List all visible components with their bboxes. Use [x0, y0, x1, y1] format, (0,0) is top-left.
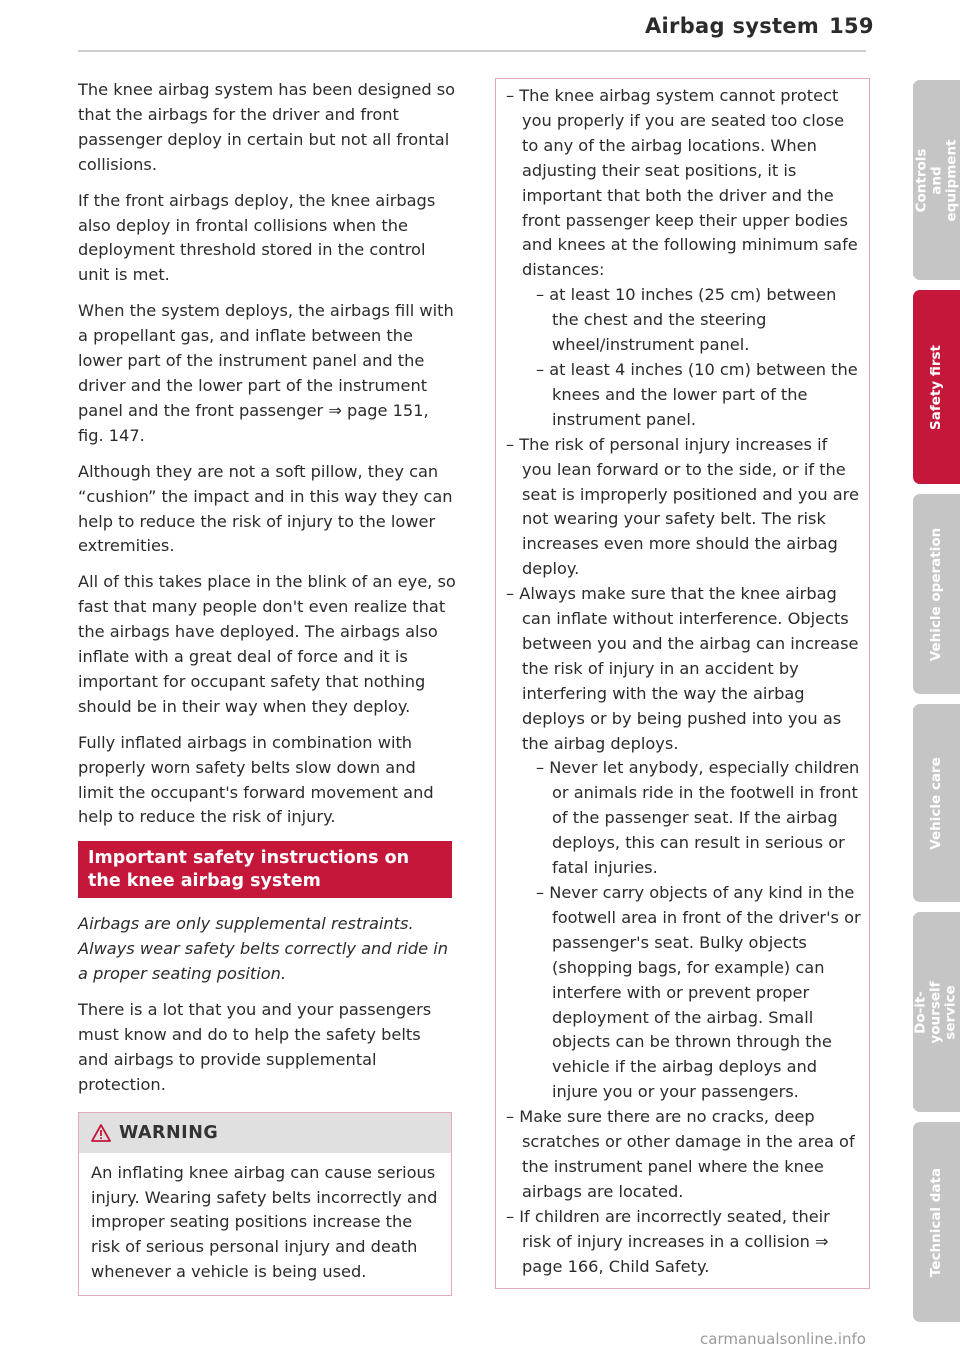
- tab-technical-data[interactable]: [913, 1122, 960, 1322]
- list-item: – The knee airbag system cannot protect you properly if you are seated too close to any of the airbag locations. When adjusting their seat positions, it is important that both the driver and the front passenger keep their upper bodies and knees at the following minimum safe distances:: [506, 86, 858, 280]
- tab-vehicle-operation[interactable]: [913, 494, 960, 694]
- tab-label: Do-it-yourself service: [913, 980, 959, 1044]
- tab-label: Vehicle care: [928, 756, 944, 850]
- section-heading: Important safety instructions on the knee airbag system: [78, 841, 452, 898]
- list-item: – The risk of personal injury increases if you lean forward or to the side, or if the seat is improperly positioned and you are not wearing your safety belt. The risk increases even more should the airbag deploy.: [506, 434, 859, 579]
- left-column: [78, 78, 456, 1296]
- warning-title: WARNING: [119, 1122, 219, 1143]
- list-item: – Never let anybody, especially children or animals ride in the footwell in front of the passenger seat. If the airbag deploys, this can result in serious or fatal injuries.: [536, 758, 860, 878]
- paragraph: If the front airbags deploy, the knee airbags also deploy in frontal collisions when the deployment threshold stored in the control unit is met.: [78, 190, 436, 285]
- paragraph: Fully inflated airbags in combination with properly worn safety belts slow down and limit the occupant's forward movement and help to reduce the risk of injury.: [78, 732, 434, 827]
- header-divider: [78, 50, 866, 52]
- tab-controls-and-equipment[interactable]: [913, 80, 960, 280]
- tab-label: Controls and equipment: [913, 138, 959, 221]
- paragraph: The knee airbag system has been designed so that the airbags for the driver and front passenger deploy in certain but not all frontal collisions.: [78, 80, 456, 174]
- list-item: – Never carry objects of any kind in the footwell area in front of the driver's or passenger's seat. Bulky objects (shopping bags, for example) can interfere with or prevent proper deployment of the airbag. Small objects can be thrown through the vehicle if the airbag deploys and injure you or your passengers.: [536, 883, 861, 1102]
- header-title: Airbag system: [645, 14, 820, 38]
- list-item: – If children are incorrectly seated, their risk of injury increases in a collision ⇒ page 166, Child Safety.: [506, 1206, 830, 1276]
- paragraph: All of this takes place in the blink of an eye, so fast that many people don't even realize that the airbags have deployed. The airbags also inflate with a great deal of force and it is important for occupant safety that nothing should be in their way when they deploy.: [78, 572, 456, 716]
- list-item: – at least 10 inches (25 cm) between the chest and the steering wheel/instrument panel.: [536, 285, 837, 355]
- tab-vehicle-care[interactable]: [913, 704, 960, 902]
- running-header: [645, 14, 875, 38]
- warning-box: [78, 1112, 452, 1296]
- warning-list-box: [495, 78, 870, 1289]
- tab-label: Vehicle operation: [928, 527, 945, 661]
- list-item: – at least 4 inches (10 cm) between the knees and the lower part of the instrument panel.: [536, 359, 858, 429]
- warning-header: [79, 1113, 451, 1153]
- list-item: – Always make sure that the knee airbag can inflate without interference. Objects between you and the airbag can increase the risk of injury in an accident by interfering with the way the airbag deploys or by being pushed into you as the airbag deploys.: [506, 584, 859, 753]
- warning-triangle-icon: [91, 1124, 111, 1142]
- tab-do-it-yourself-service[interactable]: [913, 912, 960, 1112]
- paragraph: When the system deploys, the airbags fill with a propellant gas, and inflate between the lower part of the instrument panel and the driver and the lower part of the instrument panel and the front passenger ⇒ page 151, fig. 147.: [78, 301, 454, 445]
- tab-label: Technical data: [928, 1167, 945, 1277]
- paragraph: Although they are not a soft pillow, they can “cushion” the impact and in this way they can help to reduce the risk of injury to the lower extremities.: [78, 461, 453, 556]
- tab-label: Safety first: [928, 344, 944, 430]
- paragraph: There is a lot that you and your passengers must know and do to help the safety belts and airbags to provide supplemental protection.: [78, 1000, 432, 1094]
- warning-body: An inflating knee airbag can cause serious injury. Wearing safety belts incorrectly and improper seating positions increase the risk of serious personal injury and death whenever a vehicle is being used.: [91, 1162, 438, 1282]
- intro-italic: Airbags are only supplemental restraints. Always wear safety belts correctly and ride in a proper seating position.: [78, 914, 448, 984]
- page-number: 159: [829, 14, 874, 38]
- list-item: – Make sure there are no cracks, deep scratches or other damage in the area of the instrument panel where the knee airbags are located.: [506, 1107, 855, 1201]
- watermark: carmanualsonline.info: [700, 1330, 866, 1348]
- tab-safety-first[interactable]: [913, 290, 960, 484]
